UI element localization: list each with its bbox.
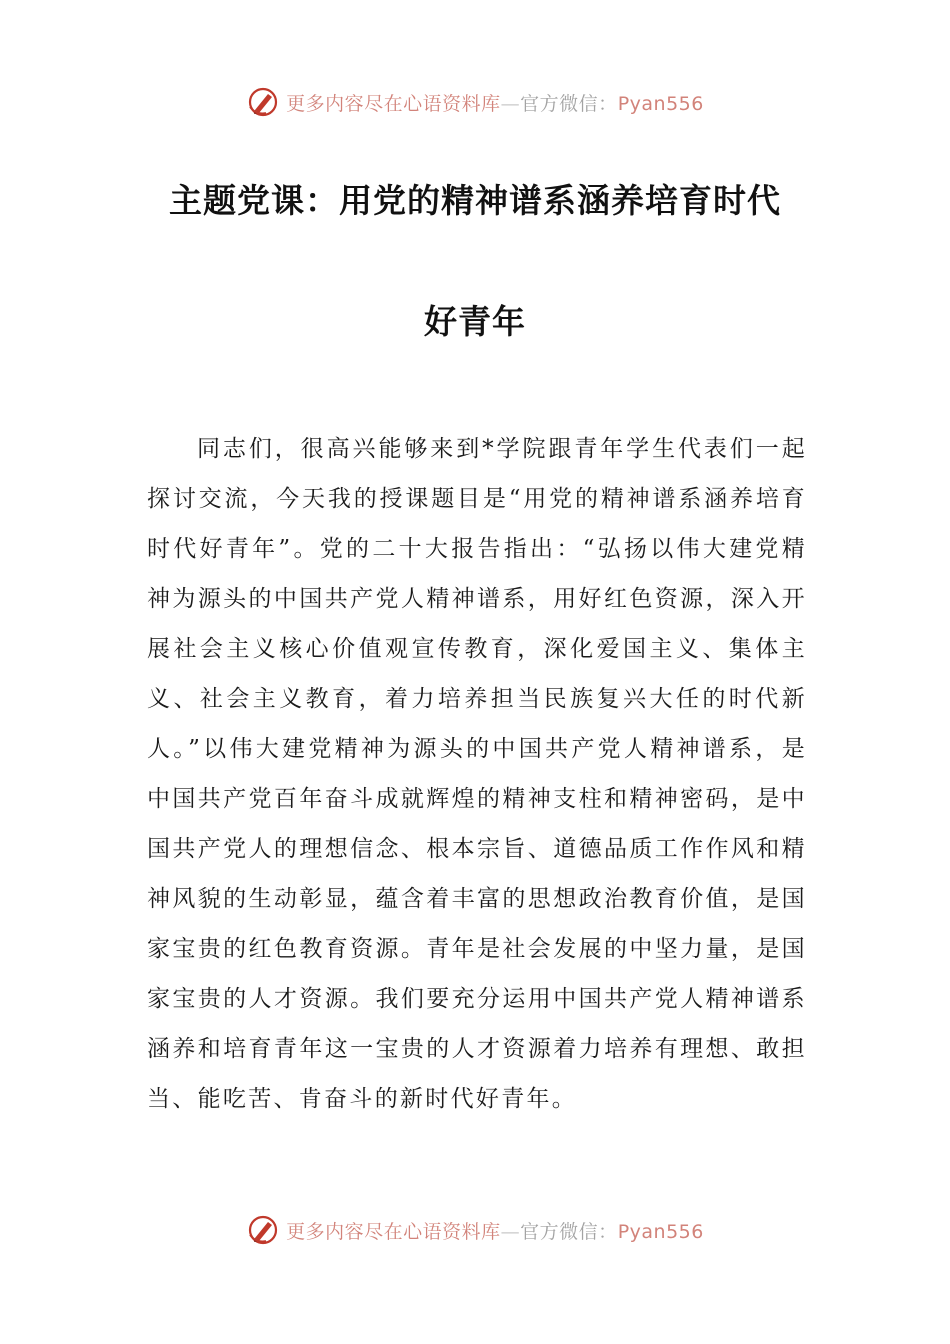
watermark-label: 官方微信：: [520, 92, 618, 115]
footer-watermark: [0, 1210, 950, 1250]
document-title-line-2: 好青年: [424, 302, 526, 341]
pen-logo-icon: [246, 85, 280, 119]
document-title-line-1: 主题党课：用党的精神谱系涵养培育时代: [169, 181, 781, 220]
watermark-wechat-id: Pyan556: [617, 92, 704, 115]
body-paragraph: 同志们，很高兴能够来到*学院跟青年学生代表们一起探讨交流，今天我的授课题目是“用党的精神谱系涵养培育时代好青年”。党的二十大报告指出：“弘扬以伟大建党精神为源头的中国共产党人精神谱系，用好红色资源，深入开展社会主义核心价值观宣传教育，深化爱国主义、集体主义、社会主义教育，着力培养担当民族复兴大任的时代新人。”以伟大建党精神为源头的中国共产党人精神谱系，是中国共产党百年奋斗成就辉煌的精神支柱和精神密码，是中国共产党人的理想信念、根本宗旨、道德品质工作作风和精神风貌的生动彰显，蕴含着丰富的思想政治教育价值，是国家宝贵的红色教育资源。青年是社会发展的中坚力量，是国家宝贵的人才资源。我们要充分运用中国共产党人精神谱系涵养和培育青年这一宝贵的人才资源着力培养有理想、敢担当、能吃苦、肯奋斗的新时代好青年。: [147, 436, 807, 1112]
watermark-label: 官方微信：: [520, 1220, 618, 1243]
watermark-text: [286, 89, 704, 116]
watermark-brand: 更多内容尽在心语资料库: [286, 92, 501, 115]
pen-logo-icon: [246, 1213, 280, 1247]
header-watermark: [0, 82, 950, 122]
watermark-separator: —: [500, 92, 521, 115]
watermark-brand: 更多内容尽在心语资料库: [286, 1220, 501, 1243]
watermark-text: [286, 1217, 704, 1244]
watermark-wechat-id: Pyan556: [617, 1220, 704, 1243]
watermark-separator: —: [500, 1220, 521, 1243]
